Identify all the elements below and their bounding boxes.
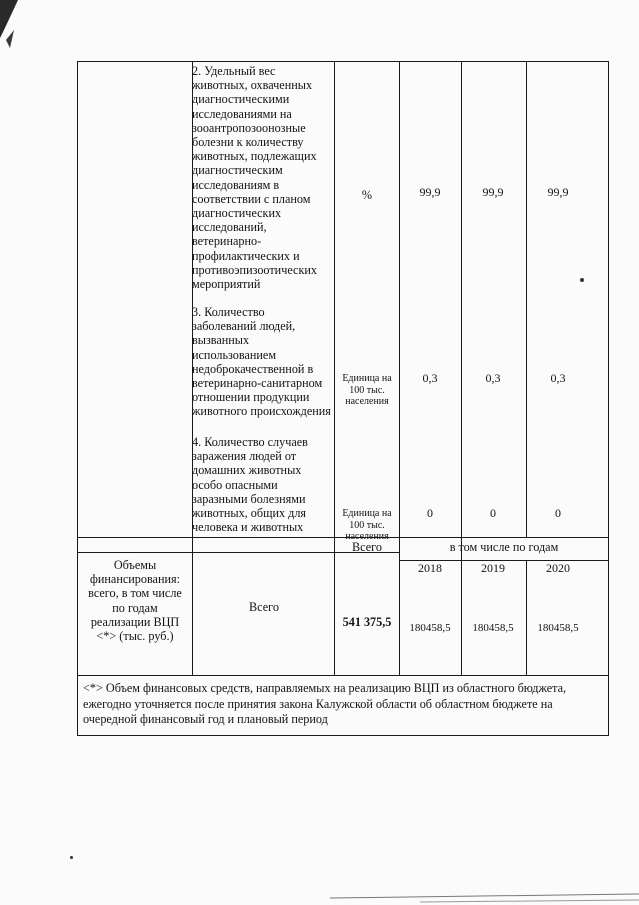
- indicators-table: [77, 61, 609, 736]
- indicator-unit: Единица на 100 тыс. населения: [342, 508, 392, 542]
- finance-total-header: Всего: [352, 540, 382, 554]
- column-divider: [526, 61, 527, 537]
- indicator-value-2020: 99,9: [547, 185, 569, 199]
- finance-years-header: в том числе по годам: [449, 540, 559, 554]
- column-divider: [461, 560, 462, 615]
- finance-label: Объемы финансирования: всего, в том числе по годам реализации ВЦП <*> (тыс. руб.): [88, 558, 182, 644]
- column-divider: [192, 552, 193, 675]
- indicator-value-2018: 0,3: [422, 371, 438, 385]
- indicator-value-2020: 0: [555, 506, 561, 520]
- finance-row-label: Всего: [249, 600, 279, 614]
- table-border: [608, 61, 609, 736]
- column-divider: [526, 615, 527, 675]
- indicator-value-2019: 99,9: [482, 185, 504, 199]
- row-divider: [77, 675, 609, 676]
- column-divider: [461, 61, 462, 615]
- indicator-unit: Единица на 100 тыс. населения: [342, 373, 392, 407]
- indicator-unit: %: [361, 188, 373, 202]
- finance-year-2019: 2019: [481, 561, 505, 575]
- footnote: <*> Объем финансовых средств, направляемых на реализацию ВЦП из областного бюджета, ежегодно уточняется после принятия закона Калужской области об областном бюджете на очередной финансовый год и плановый период: [83, 681, 567, 726]
- indicator-value-2018: 99,9: [419, 185, 441, 199]
- table-border: [77, 61, 78, 736]
- indicator-text: 3. Количество заболеваний людей, вызванных использованием недоброкачественной в ветеринарно-санитарном отношении продукции животного происхождения: [192, 305, 331, 419]
- indicator-value-2019: 0,3: [485, 371, 501, 385]
- indicator-value-2019: 0: [490, 506, 496, 520]
- scan-speck: [70, 856, 73, 859]
- table-border: [77, 61, 609, 62]
- indicator-value-2018: 0: [427, 506, 433, 520]
- indicator-value-2020: 0,3: [550, 371, 566, 385]
- finance-year-2018: 2018: [418, 561, 442, 575]
- column-divider: [334, 552, 335, 675]
- indicator-text: 4. Количество случаев заражения людей от домашних животных особо опасными заразными болезнями животных, общих для человека и животных: [192, 435, 308, 535]
- finance-value-2019: 180458,5: [472, 622, 514, 634]
- finance-year-2020: 2020: [546, 561, 570, 575]
- scan-artifact-bottom: [0, 884, 639, 905]
- finance-value-2018: 180458,5: [409, 622, 451, 634]
- column-divider: [334, 61, 335, 615]
- finance-total-value: 541 375,5: [342, 615, 392, 629]
- table-border: [77, 735, 609, 736]
- indicator-text: 2. Удельный вес животных, охваченных диагностическими исследованиями на зооантропозоонозные болезни к количеству животных, подлежащих диагностическим исследованиям в соответствии с планом диагностических исследований, ветеринарно-профилактических и противоэпизоотических мероприятий: [192, 64, 317, 292]
- column-divider: [461, 615, 462, 675]
- scan-artifact-corner: [0, 0, 40, 60]
- finance-value-2020: 180458,5: [537, 622, 579, 634]
- column-divider: [526, 560, 527, 615]
- column-divider: [399, 61, 400, 615]
